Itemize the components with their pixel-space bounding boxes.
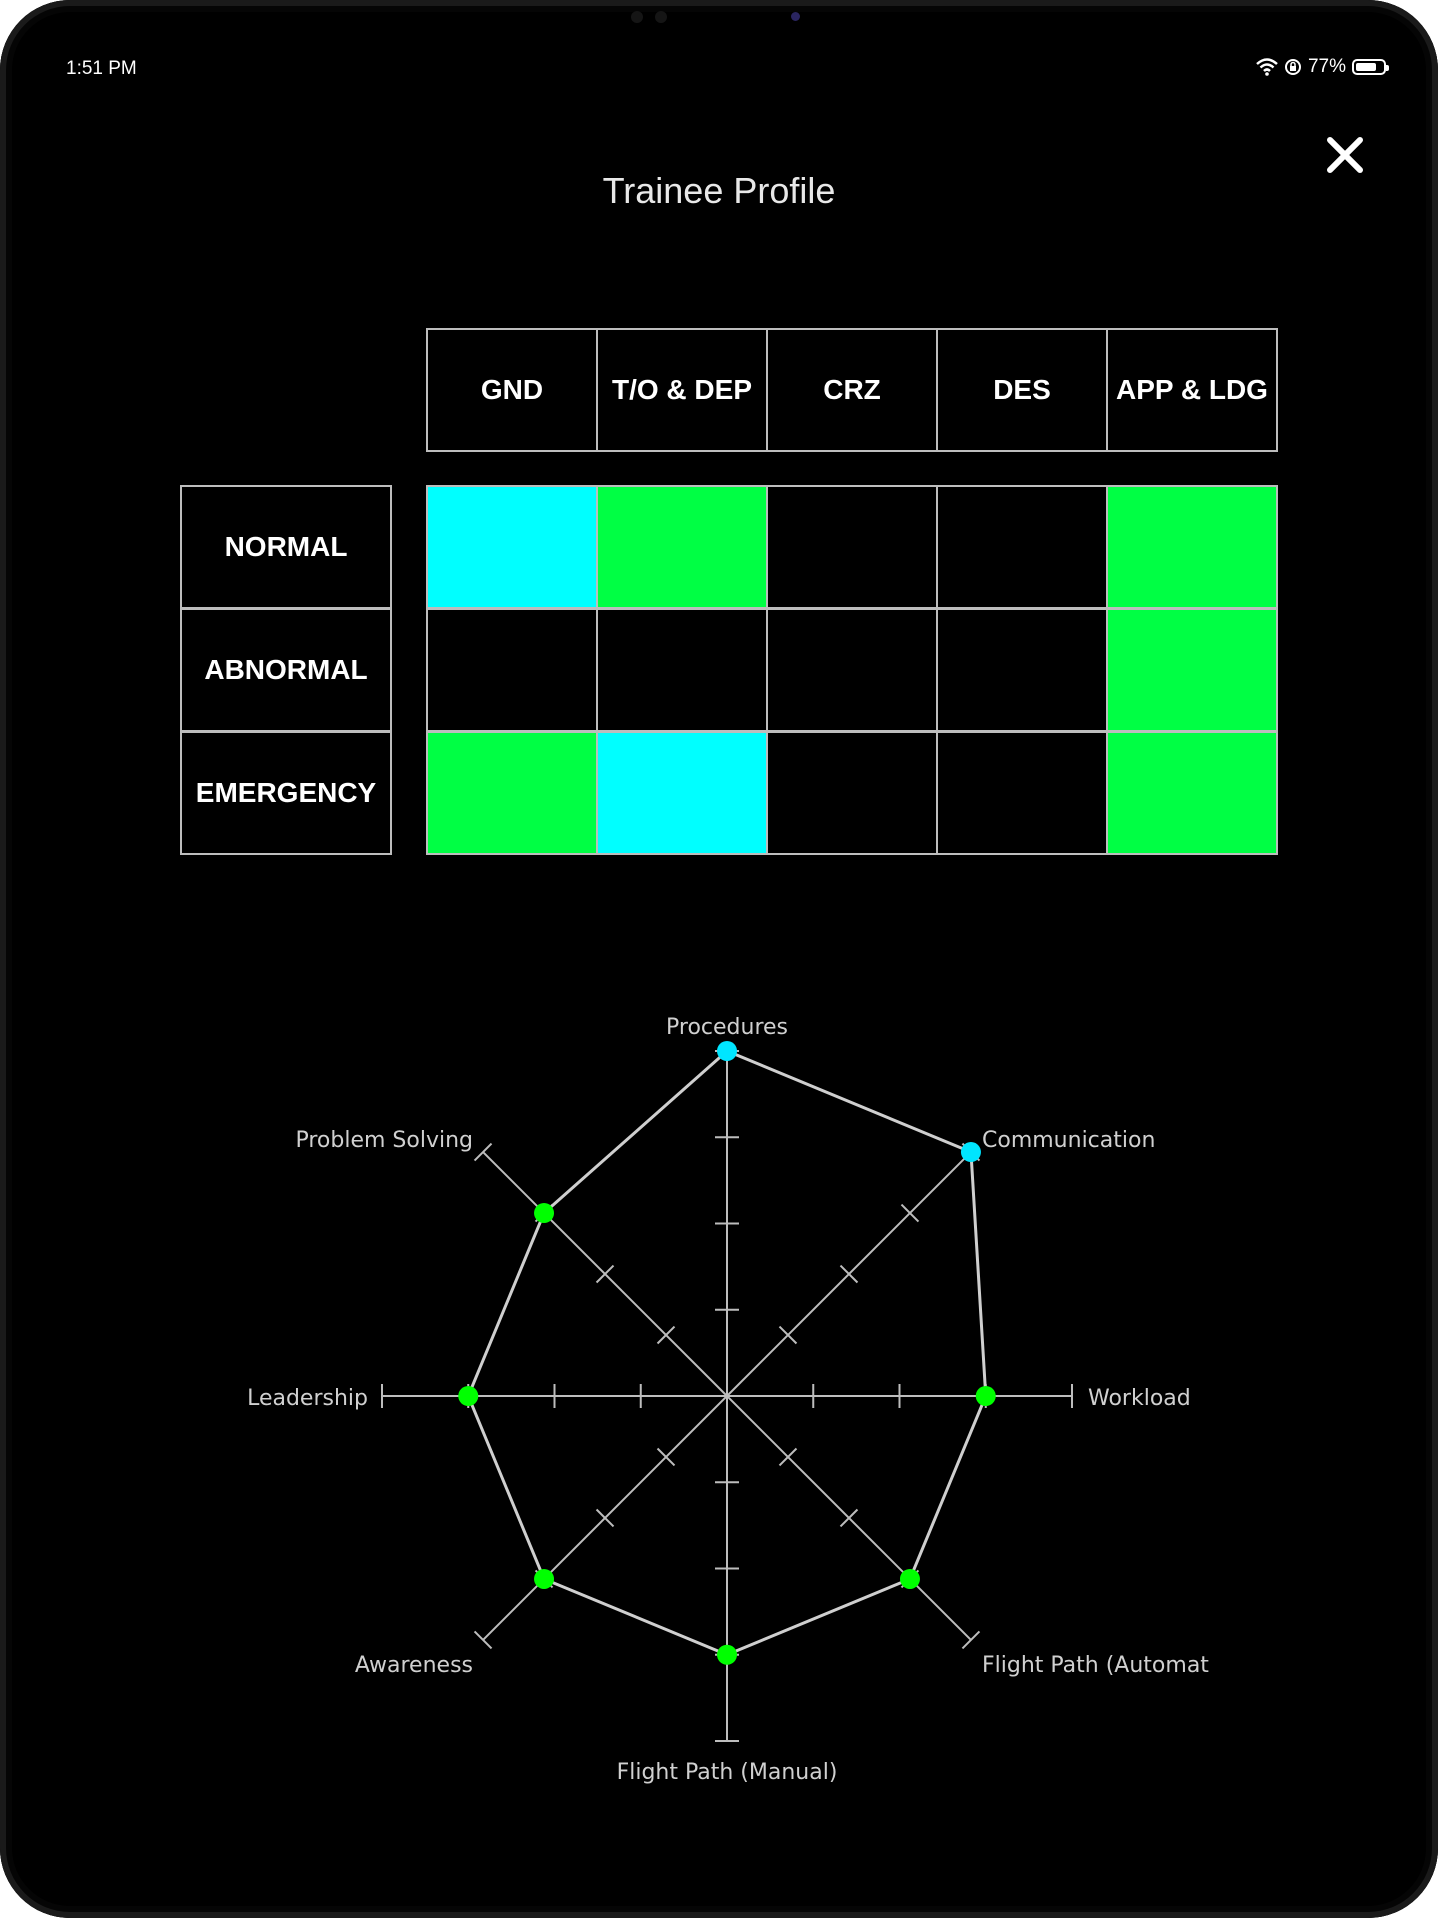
grid-cell[interactable] — [1106, 731, 1278, 855]
radar-axis-label: Workload — [1088, 1386, 1191, 1411]
sensor-dot — [655, 11, 667, 23]
radar-point — [717, 1645, 737, 1665]
radar-point — [534, 1203, 554, 1223]
status-time: 1:51 PM — [66, 58, 137, 79]
radar-chart — [0, 980, 1438, 1810]
grid-cell[interactable] — [426, 608, 598, 732]
row-header-normal: NORMAL — [180, 485, 392, 609]
grid-cell[interactable] — [936, 731, 1108, 855]
grid-cell[interactable] — [426, 485, 598, 609]
radar-axis-label: Problem Solving — [295, 1128, 473, 1153]
battery-icon — [1352, 59, 1386, 75]
radar-point — [961, 1142, 981, 1162]
wifi-icon — [1256, 58, 1278, 76]
grid-cell[interactable] — [1106, 608, 1278, 732]
front-camera — [791, 12, 800, 21]
status-indicators — [1256, 56, 1386, 78]
grid-cell[interactable] — [936, 608, 1108, 732]
radar-point — [534, 1569, 554, 1589]
radar-point — [976, 1386, 996, 1406]
radar-axis-label: Flight Path (Automat — [982, 1653, 1209, 1678]
row-header-emergency: EMERGENCY — [180, 731, 392, 855]
radar-axis-label: Communication — [982, 1128, 1156, 1153]
grid-cell[interactable] — [936, 485, 1108, 609]
grid-cell[interactable] — [766, 485, 938, 609]
grid-cell[interactable] — [596, 608, 768, 732]
column-header-gnd: GND — [426, 328, 598, 452]
radar-axis-label: Flight Path (Manual) — [616, 1760, 838, 1785]
grid-cell[interactable] — [1106, 485, 1278, 609]
column-header-app-ldg: APP & LDG — [1106, 328, 1278, 452]
column-header-des: DES — [936, 328, 1108, 452]
column-header-crz: CRZ — [766, 328, 938, 452]
grid-cell[interactable] — [596, 731, 768, 855]
grid-cell[interactable] — [596, 485, 768, 609]
radar-point — [900, 1569, 920, 1589]
grid-cell[interactable] — [766, 608, 938, 732]
battery-percent: 77% — [1307, 56, 1346, 77]
radar-axis-label: Awareness — [354, 1653, 473, 1678]
radar-point — [717, 1041, 737, 1061]
page-title: Trainee Profile — [602, 170, 836, 211]
column-header-to-dep: T/O & DEP — [596, 328, 768, 452]
orientation-lock-icon — [1284, 58, 1302, 76]
row-header-abnormal: ABNORMAL — [180, 608, 392, 732]
sensor-dot — [631, 11, 643, 23]
radar-axis-label: Procedures — [666, 1015, 788, 1040]
radar-axis-label: Leadership — [247, 1386, 368, 1411]
grid-cell[interactable] — [766, 731, 938, 855]
grid-cell[interactable] — [426, 731, 598, 855]
radar-point — [458, 1386, 478, 1406]
